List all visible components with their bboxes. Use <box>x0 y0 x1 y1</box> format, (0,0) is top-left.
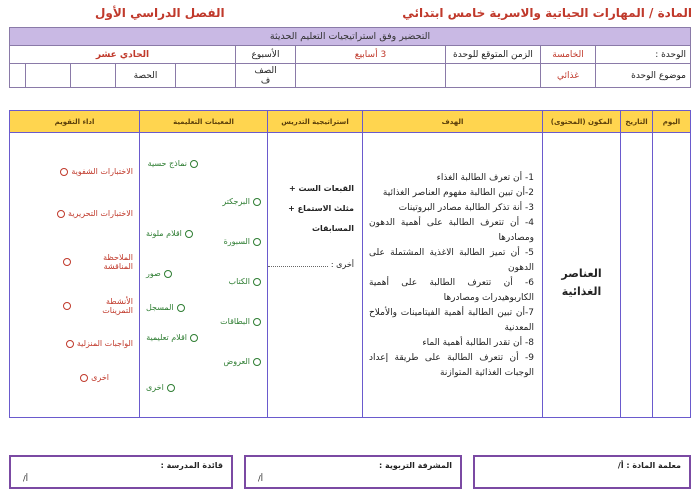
class-value: ف <box>260 75 271 86</box>
blank-cell <box>26 64 71 88</box>
blank-cell <box>71 64 116 88</box>
blank-cell <box>10 64 26 88</box>
checkbox-circle[interactable] <box>63 258 71 266</box>
dotted-line <box>268 266 328 267</box>
leader-slash: أ/ <box>23 474 28 483</box>
tool-item: السبورة <box>224 237 261 246</box>
unit-label: الوحدة : <box>596 46 691 64</box>
goal-item: 1- أن تعرف الطالبة الغذاء <box>436 173 534 183</box>
checkbox-circle[interactable] <box>177 304 185 312</box>
goal-item: 5- أن تميز الطالبة الاغذية المشتملة على الدهون <box>369 248 534 273</box>
checkbox-circle[interactable] <box>253 198 261 206</box>
teacher-label: معلمة المادة : أ/ <box>617 461 681 470</box>
strategy-other-label: أخرى : <box>330 260 354 269</box>
strategy-item: القبعات الست + <box>289 184 354 193</box>
aid-item: اخرى <box>146 383 175 392</box>
leader-label: قائدة المدرسة : <box>160 461 223 470</box>
checkbox-circle[interactable] <box>63 302 71 310</box>
aids-cell <box>140 133 268 418</box>
semester-title: الفصل الدراسي الأول <box>95 6 225 20</box>
header-assessment: اداء التقويم <box>10 111 140 133</box>
checkbox-circle[interactable] <box>164 270 172 278</box>
aid-item: نماذج حسية <box>146 159 198 168</box>
strategy-item: المسابقات <box>311 224 354 233</box>
blank-cell <box>296 64 446 88</box>
content-cell: العناصر الغذائية <box>543 133 621 418</box>
checkbox-circle[interactable] <box>190 160 198 168</box>
goal-item: 2-أن تبين الطالبة مفهوم العناصر الغذائية <box>382 188 534 198</box>
day-cell <box>653 133 691 418</box>
checkbox-circle[interactable] <box>253 358 261 366</box>
topic-label: موضوع الوحدة <box>596 64 691 88</box>
goal-item: 6- أن تتعرف الطالبة على أهمية الكاربوهيدرات ومصادرها <box>369 278 534 303</box>
aid-item: صور <box>146 269 172 278</box>
supervisor-label: المشرفة التربوية : <box>379 461 452 470</box>
teacher-signature-box <box>473 455 691 489</box>
supervisor-signature-box <box>244 455 462 489</box>
checkbox-circle[interactable] <box>167 384 175 392</box>
class-label: الصف <box>254 65 277 76</box>
assessment-item: الاختبارات التحريرية <box>57 209 133 218</box>
topic-value: غذائي <box>541 64 596 88</box>
strategy-cell <box>268 133 363 418</box>
tool-item: البطاقات <box>220 317 261 326</box>
goals-cell <box>363 133 543 418</box>
assessment-item: الملاحظة المناقشة <box>63 253 133 271</box>
aid-item: المسجل <box>146 303 185 312</box>
expected-time-value: 3 أسابيع <box>296 46 446 64</box>
expected-time-label: الزمن المتوقع للوحدة <box>446 46 541 64</box>
checkbox-circle[interactable] <box>80 374 88 382</box>
goal-item: 4- أن تتعرف الطالبة على أهمية الدهون ومصادرها <box>369 218 534 243</box>
aid-item: اقلام تعليمية <box>146 333 198 342</box>
checkbox-circle[interactable] <box>66 340 74 348</box>
assessment-cell <box>10 133 140 418</box>
assessment-item: الاختبارات الشفوية <box>60 167 133 176</box>
goal-item: 9- أن تتعرف الطالبة على طريقة إعداد الوجبات الغذائية المتوازنة <box>369 353 534 378</box>
assessment-item: الواجبات المنزلية <box>66 339 133 348</box>
leader-signature-box <box>9 455 233 489</box>
header-date: التاريخ <box>621 111 653 133</box>
info-table <box>9 27 691 88</box>
period-label: الحصة <box>116 64 176 88</box>
lesson-plan-table <box>9 110 691 418</box>
strategy-item: مثلث الاستماع + <box>288 204 354 213</box>
class-cell <box>236 64 296 88</box>
goal-item: 8- أن تقدر الطالبة أهمية الماء <box>422 338 534 348</box>
header-content: المكون (المحتوى) <box>543 111 621 133</box>
blank-cell <box>446 64 541 88</box>
date-cell <box>621 133 653 418</box>
tool-item: العروض <box>224 357 261 366</box>
assessment-item: الأنشطة التمرينات <box>63 297 133 315</box>
header-day: اليوم <box>653 111 691 133</box>
supervisor-slash: أ/ <box>258 474 263 483</box>
banner: التحضير وفق استراتيجيات التعليم الحديثة <box>10 28 691 46</box>
checkbox-circle[interactable] <box>190 334 198 342</box>
unit-value: الخامسة <box>541 46 596 64</box>
checkbox-circle[interactable] <box>253 238 261 246</box>
aid-item: اقلام ملونة <box>146 229 193 238</box>
blank-cell <box>176 64 236 88</box>
week-label: الأسبوع <box>236 46 296 64</box>
checkbox-circle[interactable] <box>253 318 261 326</box>
checkbox-circle[interactable] <box>253 278 261 286</box>
assessment-item: اخرى <box>80 373 109 382</box>
goal-item: 3- أنة تذكر الطالبة مصادر البروتينات <box>398 203 534 213</box>
week-value: الحادي عشر <box>10 46 236 64</box>
header-strategy: استراتيجية التدريس <box>268 111 363 133</box>
subject-title: المادة / المهارات الحياتية والاسرية خامس ابتدائي <box>402 6 692 20</box>
header-goal: الهدف <box>363 111 543 133</box>
tool-item: الكتاب <box>229 277 261 286</box>
checkbox-circle[interactable] <box>57 210 65 218</box>
tool-item: البرجكتر <box>222 197 261 206</box>
checkbox-circle[interactable] <box>185 230 193 238</box>
checkbox-circle[interactable] <box>60 168 68 176</box>
header-aids: المعينات التعليمية <box>140 111 268 133</box>
goal-item: 7-أن تبين الطالبة أهمية الفيتامينات والأملاح المعدنية <box>369 308 534 333</box>
